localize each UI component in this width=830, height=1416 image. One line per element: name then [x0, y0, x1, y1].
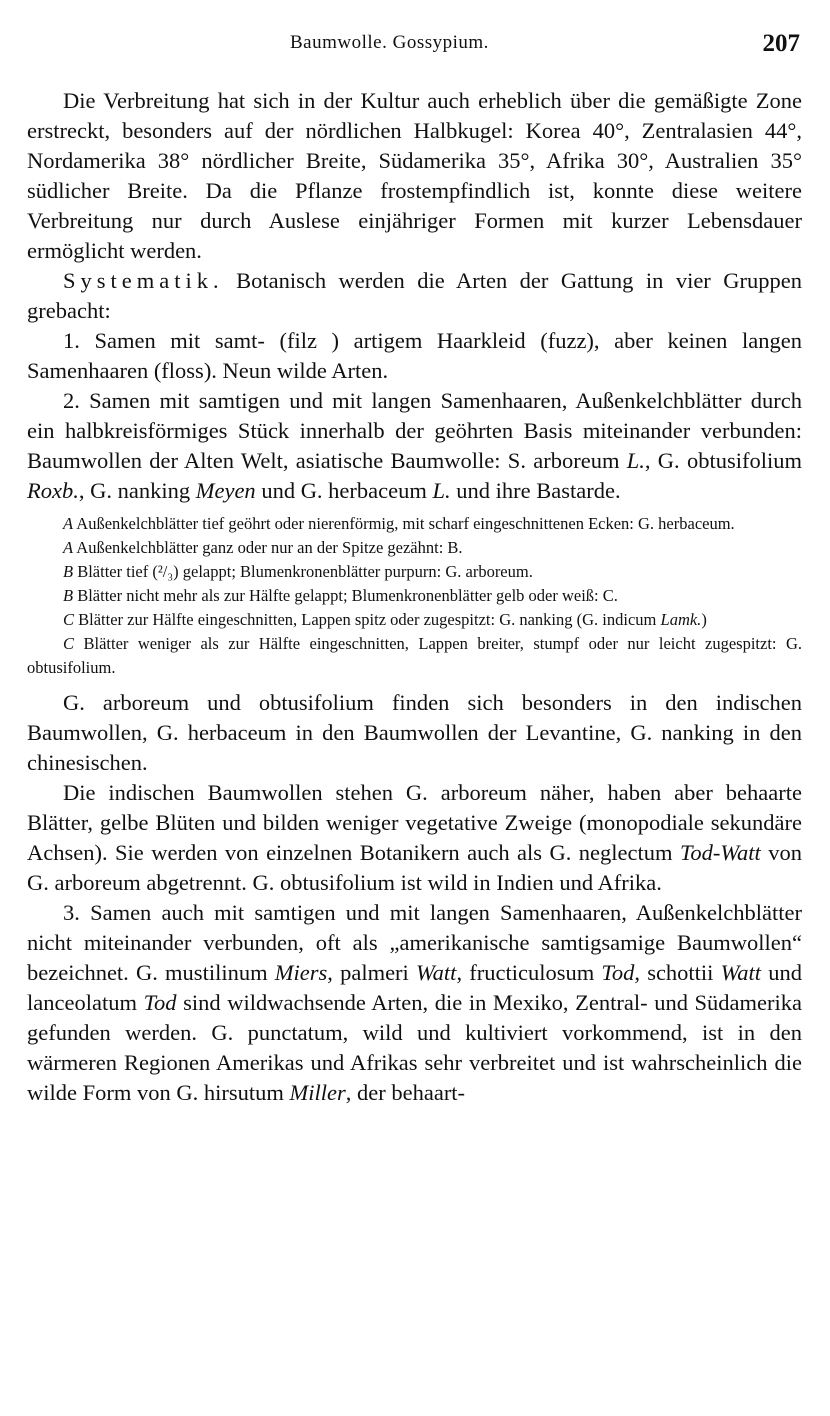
key-letter: C: [63, 610, 75, 629]
key-entry: [27, 632, 802, 680]
text-run: und G. herbaceum: [255, 478, 433, 503]
key-entry: [27, 584, 802, 608]
author-abbrev: Watt: [720, 960, 762, 985]
key-letter: A: [63, 538, 74, 557]
text-run: , der behaart-: [345, 1080, 466, 1105]
identification-key: [27, 512, 802, 680]
key-text: Blätter weniger als zur Hälfte eingeschnitten, Lappen breiter, stumpf oder nur leicht zugespitzt: G. obtusifolium.: [27, 634, 802, 677]
text-run: , G. nanking: [78, 478, 196, 503]
text-run: , palmeri: [327, 960, 416, 985]
author-abbrev: Tod: [143, 990, 177, 1015]
page-number: 207: [762, 30, 800, 57]
text-run: Die indischen Baumwollen stehen G. arboreum näher, haben aber behaarte Blätter, gelbe Blüten und bilden weniger vegetative Zweige (monopodiale sekundäre Achsen). Sie werden von einzelnen Botanikern auch als G. neglectum: [27, 780, 802, 865]
group-3: [27, 898, 802, 1108]
author-abbrev: Miers: [274, 960, 328, 985]
running-head: Baumwolle. Gossypium.: [290, 32, 489, 53]
key-text: Außenkelchblätter ganz oder nur an der Spitze gezähnt: B.: [73, 538, 463, 557]
key-letter: C: [63, 634, 75, 653]
key-text: Blätter tief (: [73, 562, 158, 581]
page-body: [27, 86, 802, 1108]
paragraph-text: Botanisch werden die Arten der Gattung in vier Gruppen grebacht:: [27, 268, 802, 323]
section-heading: Systematik.: [63, 268, 224, 293]
key-entry: [27, 560, 802, 584]
text-run: , fructiculosum: [456, 960, 602, 985]
paragraph-indian-cotton: [27, 778, 802, 898]
key-text: ): [701, 610, 707, 629]
key-fraction: ²/₃: [157, 562, 174, 581]
text-run: , G. obtusifolium: [644, 448, 802, 473]
group-2: [27, 386, 802, 506]
author-abbrev: Tod-Watt: [679, 840, 761, 865]
key-letter: A: [63, 514, 74, 533]
key-entry: [27, 608, 802, 632]
text-run: und ihre Bastarde.: [450, 478, 621, 503]
key-text: Außenkelchblätter tief geöhrt oder nierenförmig, mit scharf eingeschnittenen Ecken: G. herbaceum.: [73, 514, 735, 533]
key-entry: [27, 536, 802, 560]
author-abbrev: Meyen: [195, 478, 256, 503]
text-run: 2. Samen mit samtigen und mit langen Samenhaaren, Außenkelchblätter durch ein halbkreisförmiges Stück innerhalb der geöhrten Basis miteinander verbunden: Baumwollen der Alten Welt, asiatische Baumwolle: S. arboreum: [27, 388, 802, 473]
paragraph-distribution: Die Verbreitung hat sich in der Kultur auch erheblich über die gemäßigte Zone erstreckt, besonders auf der nördlichen Halbkugel: Korea 40°, Zentralasien 44°, Nordamerika 38° nördlicher Breite, Südamerika 35°, Afrika 30°, Australien 35° südlicher Breite. Da die Pflanze frostempfindlich ist, konnte diese weitere Verbreitung nur durch Auslese einjähriger Formen mit kurzer Lebensdauer ermöglicht werden.: [27, 88, 802, 263]
group-1: 1. Samen mit samt- (filz ) artigem Haarkleid (fuzz), aber keinen langen Samenhaaren (floss). Neun wilde Arten.: [27, 328, 802, 383]
author-abbrev: L.: [626, 448, 645, 473]
author-abbrev: Roxb.: [27, 478, 79, 503]
text-run: sind wildwachsende Arten, die in Mexiko, Zentral- und Südamerika gefunden werden. G. punctatum, wild und kultiviert vorkommend, ist in den wärmeren Regionen Amerikas und Afrikas sehr verbreitet und ist wahrscheinlich die wilde Form von G. hirsutum: [27, 990, 803, 1105]
author-abbrev: Tod: [601, 960, 635, 985]
text-run: von G. arboreum abgetrennt. G. obtusifolium ist wild in Indien und Afrika.: [27, 840, 803, 895]
author-abbrev: Miller: [289, 1080, 346, 1105]
key-entry: [27, 512, 802, 536]
text-run: und lanceolatum: [27, 960, 802, 1015]
key-text: Blätter nicht mehr als zur Hälfte gelappt; Blumenkronenblätter gelb oder weiß: C.: [73, 586, 618, 605]
author-abbrev: Lamk.: [660, 610, 702, 629]
paragraph-occurrence: G. arboreum und obtusifolium finden sich besonders in den indischen Baumwollen, G. herbaceum in den Baumwollen der Levantine, G. nanking in den chinesischen.: [27, 690, 802, 775]
key-text: Blätter zur Hälfte eingeschnitten, Lappen spitz oder zugespitzt: G. nanking (G. indicum: [74, 610, 661, 629]
text-run: 3. Samen auch mit samtigen und mit langen Samenhaaren, Außenkelchblätter nicht miteinander verbunden, oft als „amerikanische samtigsamige Baumwollen“ bezeichnet. G. mustilinum: [27, 900, 802, 985]
key-letter: B: [63, 586, 74, 605]
key-text: ) gelappt; Blumenkronenblätter purpurn: G. arboreum.: [173, 562, 533, 581]
page-header: [0, 30, 830, 60]
author-abbrev: L.: [432, 478, 451, 503]
text-run: , schottii: [634, 960, 721, 985]
paragraph-systematik: [27, 266, 802, 326]
author-abbrev: Watt: [416, 960, 457, 985]
key-letter: B: [63, 562, 74, 581]
